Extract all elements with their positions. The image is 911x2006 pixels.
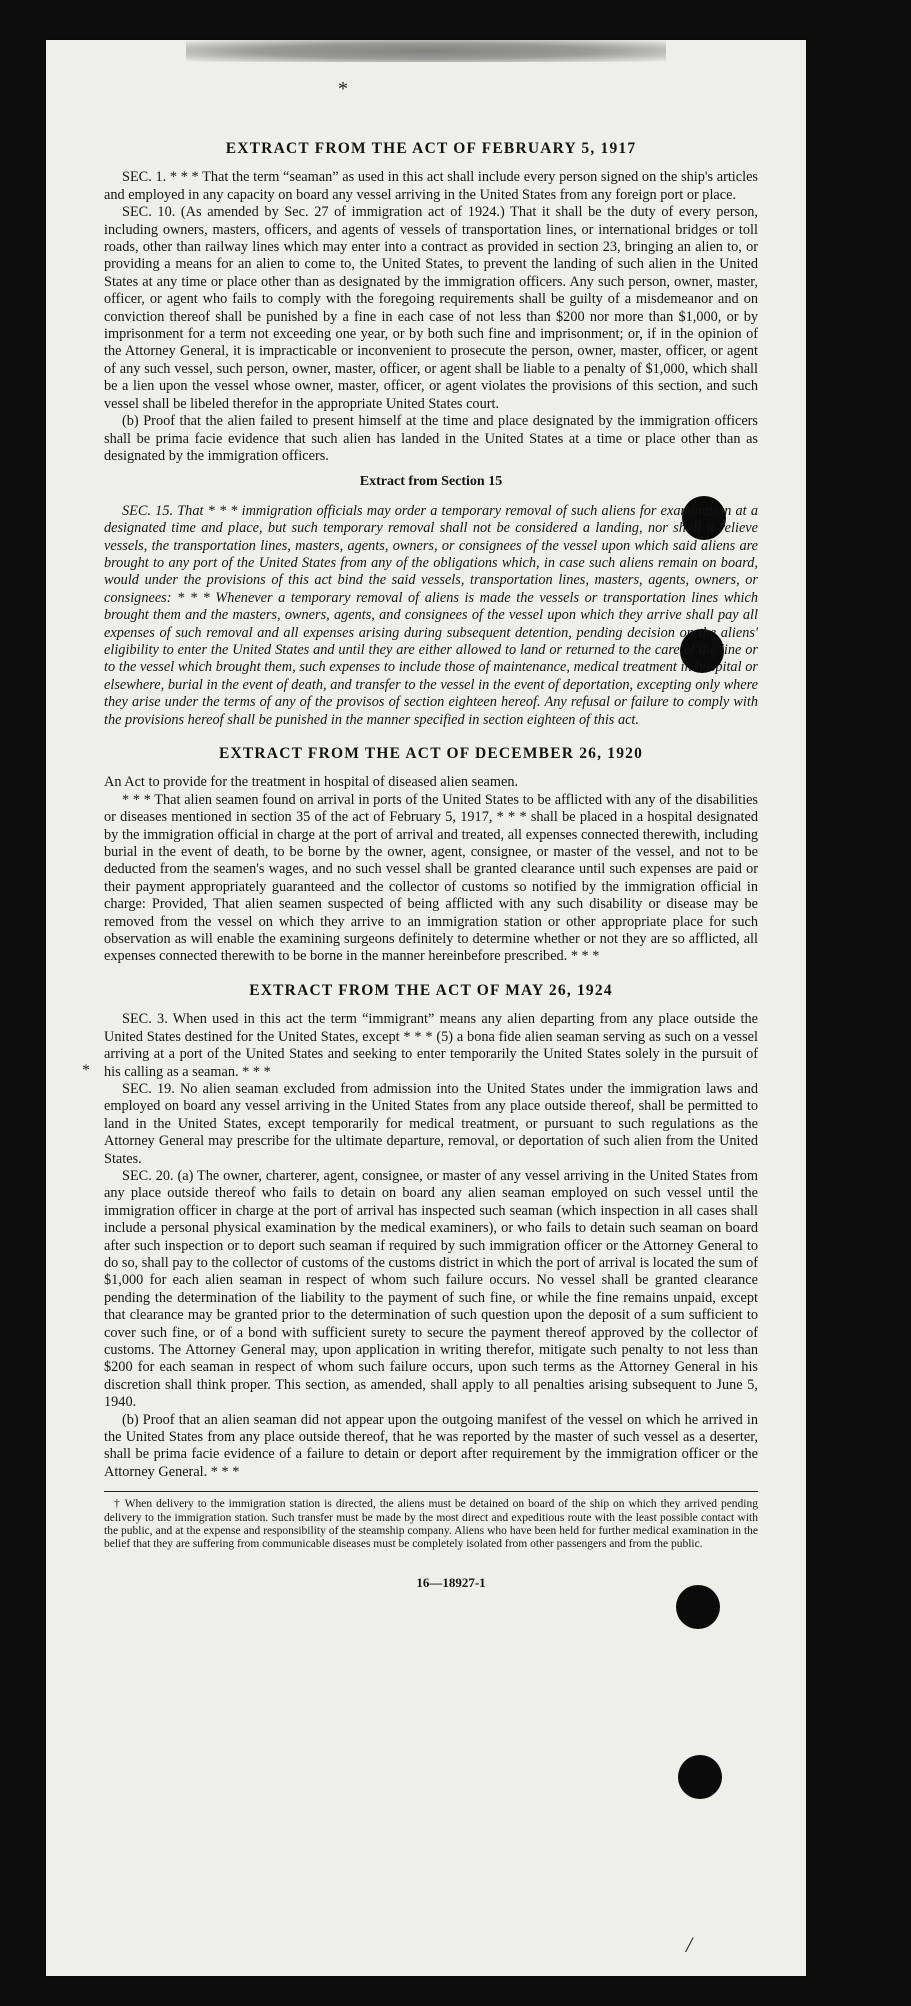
spacer	[104, 966, 758, 982]
document-page	[46, 40, 806, 1976]
footnote: † When delivery to the immigration station is directed, the aliens must be detained on board of the ship on which they arrived pending delivery to the immigration station. Such transfer must be made by the most direct and expeditious route with the least possible contact with the public, and at the expense and responsibility of the steamship company. Aliens who have been held for further medical examination in the belief that they are suffering from communicable diseases must be completely isolated from other passengers and from the public.	[104, 1498, 758, 1551]
document-number: 16—18927-1	[416, 1574, 486, 1590]
punch-hole-4	[678, 1755, 722, 1799]
spacer	[104, 729, 758, 745]
section-heading: EXTRACT FROM THE ACT OF DECEMBER 26, 1920	[218, 745, 644, 762]
paragraph: SEC. 10. (As amended by Sec. 27 of immigration act of 1924.) That it shall be the duty of every person, including owners, masters, officers, and agents of vessels of transportation lines, or international bridges or toll roads, other than railway lines which may enter into a contract as provided in section 23, bringing an alien to, or providing a means for an alien to come to, the United States, to prevent the landing of such alien in the United States at any time or place other than as designated by the immigration officers. Any such person, owner, master, officer, or agent who fails to comply with the foregoing requirements shall be guilty of a misdemeanor and on conviction thereof shall be punished by a fine in each case of not less than $200 nor more than $1,000, or by imprisonment for a term not exceeding one year, or by both such fine and imprisonment; or, if in the opinion of the Attorney General, it is impracticable or inconvenient to prosecute the person, owner, master, officer, or agent of any such vessel, such person, owner, master, officer, or agent shall be liable to a penalty of $1,000, which shall be a lien upon the vessel whose owner, master, officer, or agent violates the provisions of this section, and such vessel shall be libeled therefor in the appropriate United States court.	[104, 204, 758, 412]
document-body	[104, 140, 758, 1591]
margin-mark-top: *	[338, 78, 348, 100]
margin-bullet-mark: *	[82, 1062, 90, 1079]
section-subheading: Extract from Section 15	[359, 474, 503, 490]
section-act-may-1924	[104, 982, 758, 1481]
paragraph: An Act to provide for the treatment in hospital of diseased alien seamen.	[104, 774, 519, 791]
section-act-feb-1917	[104, 140, 758, 465]
paragraph: * * * That alien seamen found on arrival in ports of the United States to be afflicted with any of the disabilities or diseases mentioned in section 35 of the act of February 5, 1917, * * * shall be placed in a hospital designated by the immigration official in charge at the port of arrival and treated, all expenses connected therewith, including burial in the event of death, to be borne by the owner, agent, consignee, or master of the vessel, and not to be deducted from the seamen's wages, and no such vessel shall be granted clearance until such expenses are paid or their payment appropriately guaranteed and the collector of customs so notified by the immigration official in charge: Provided, That alien seamen suspected of being afflicted with any such disability or disease may be removed from the vessel on which they arrive to an immigration station or other appropriate place for such observation as will enable the examining surgeons definitely to determine whether or not they are so afflicted, all expenses connected therewith to be borne in the manner hereinbefore prescribed. * * *	[104, 791, 758, 965]
paragraph: SEC. 1. * * * That the term “seaman” as used in this act shall include every person signed on the ship's articles and employed in any capacity on board any vessel arriving in the United States from any foreign port or place.	[104, 169, 758, 203]
section-heading: EXTRACT FROM THE ACT OF MAY 26, 1924	[249, 981, 613, 999]
section-heading: EXTRACT FROM THE ACT OF FEBRUARY 5, 1917	[225, 140, 637, 157]
section-act-dec-1920	[104, 745, 758, 966]
paragraph: SEC. 19. No alien seaman excluded from admission into the United States under the immigration laws and employed on board any vessel arriving in the United States from any place outside thereof, shall be permitted to land in the United States, except temporarily for medical treatment, or pursuant to such regulations as the Attorney General may prescribe for the ultimate departure, removal, or deportation of such alien from the United States.	[104, 1080, 758, 1167]
paragraph: (b) Proof that the alien failed to present himself at the time and place designated by the immigration officers shall be prima facie evidence that such alien has landed in the United States at a time or place other than as designated by the immigration officers.	[104, 413, 758, 464]
handwritten-mark: /	[686, 1932, 693, 1957]
paragraph: SEC. 20. (a) The owner, charterer, agent, consignee, or master of any vessel arriving in the United States from any place outside thereof who fails to detain on board any alien seaman employed on such vessel until the immigration officer in charge at the port of arrival has inspected such seaman (which inspection in all cases shall include a personal physical examination by the medical examiners), or who fails to detain such seaman on board after such inspection or to deport such seaman if required by such immigration officer or the Attorney General to do so, shall pay to the collector of customs of the customs district in which the port of arrival is located the sum of $1,000 for each alien seaman in respect of whom such failure occurs. No vessel shall be granted clearance pending the determination of the liability to the payment of such fine, or while the fine remains unpaid, except that clearance may be granted prior to the determination of such question upon the deposit of a sum sufficient to cover such fine, or of a bond with sufficient surety to secure the payment thereof approved by the collector of customs. The Attorney General may, upon application in writing therefor, mitigate such penalty to not less than $200 for each seaman in respect of whom such failure occurs, upon such terms as the Attorney General in his discretion shall think proper. This section, as amended, shall apply to all penalties arising subsequent to June 5, 1940.	[104, 1167, 758, 1411]
paper-crease	[186, 40, 666, 62]
paragraph: SEC. 3. When used in this act the term “immigrant” means any alien departing from any place outside the United States destined for the United States, except * * * (5) a bona fide alien seaman serving as such on a vessel arriving at a port of the United States and seeking to enter temporarily the United States solely in the pursuit of his calling as a seaman. * * *	[104, 1011, 758, 1080]
paragraph: (b) Proof that an alien seaman did not appear upon the outgoing manifest of the vessel on which he arrived in the United States from any place outside thereof, that he was reported by the master of such vessel as a deserter, shall be prima facie evidence of a failure to detain or deport after requirement by the immigration officer or the Attorney General. * * *	[104, 1411, 758, 1480]
section-extract-15	[104, 473, 758, 729]
footnote-divider	[104, 1491, 758, 1492]
paragraph: SEC. 15. That * * * immigration officials may order a temporary removal of such aliens for examination at a designated time and place, but such temporary removal shall not be considered a landing, nor shall it relieve vessels, the transportation lines, masters, agents, owners, or consignees of the vessel upon which said aliens are brought to any port of the United States from any of the obligations which, in case such aliens remain on board, would under the provisions of this act bind the said vessels, transportation lines, masters, agents, owners, or consignees: * * * Whenever a temporary removal of aliens is made the vessels or transportation lines which brought them and the masters, owners, agents, and consignees of the vessel upon which they arrive shall pay all expenses of such removal and all expenses arising during subsequent detention, pending decision on the aliens' eligibility to enter the United States and until they are either allowed to land or returned to the care of the line or to the vessel which brought them, such expenses to include those of maintenance, medical treatment in hospital or elsewhere, burial in the event of death, and transfer to the vessel in the event of deportation, excepting only where they arise under the terms of any of the provisos of section eighteen hereof. Any refusal or failure to comply with the provisions hereof shall be punished in the manner specified in section eighteen of this act.	[104, 502, 758, 728]
punch-hole-3	[676, 1585, 720, 1629]
